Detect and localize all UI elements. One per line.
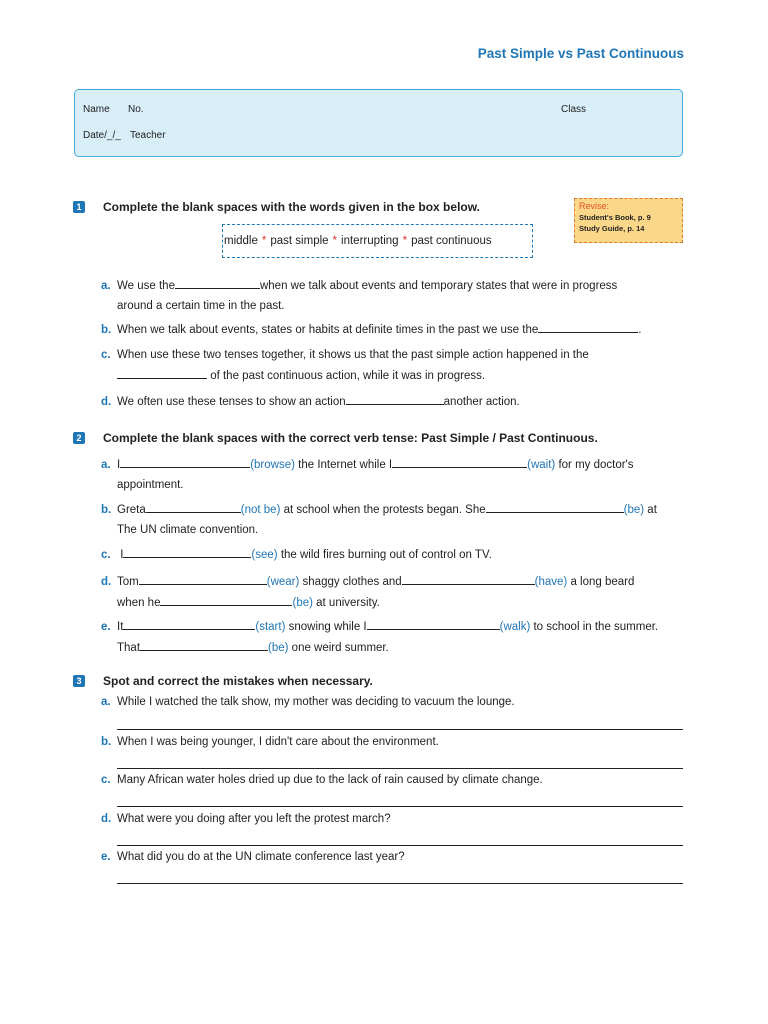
section-2-heading (73, 431, 598, 445)
item-letter: e. (101, 851, 111, 863)
section-title: Complete the blank spaces with the words given in the box below. (103, 200, 480, 214)
exercise-item: c. When use these two tenses together, it shows us that the past simple action happened in the of the past continuous action, while it was in progress. (101, 346, 589, 386)
exercise-item: b. Greta (not be) at school when the protests began. She (be) at The UN climate convention. (101, 500, 657, 540)
answer-line[interactable] (117, 883, 683, 884)
separator: * (332, 235, 338, 247)
item-letter: b. (101, 324, 112, 336)
student-info-box (74, 89, 683, 157)
teacher-label: Teacher (130, 130, 166, 141)
class-label: Class (561, 104, 587, 115)
exercise-item: e. What did you do at the UN climate conference last year? (101, 848, 405, 868)
blank-space[interactable] (120, 455, 250, 468)
exercise-item: a. While I watched the talk show, my mother was deciding to vacuum the lounge. (101, 693, 515, 713)
exercise-item: a. I (browse) the Internet while I (wait) for my doctor's appointment. (101, 455, 634, 495)
exercise-item: b. When I was being younger, I didn't care about the environment. (101, 733, 439, 753)
item-letter: a. (101, 280, 111, 292)
verb-hint: (be) (623, 504, 645, 516)
item-letter: d. (101, 813, 112, 825)
section-number-badge: 3 (73, 675, 85, 687)
section-title: Spot and correct the mistakes when necessary. (103, 674, 373, 688)
blank-space[interactable] (146, 500, 241, 513)
verb-hint: (start) (255, 621, 286, 633)
item-letter: d. (101, 576, 112, 588)
blank-space[interactable] (392, 455, 527, 468)
separator: * (261, 235, 267, 247)
item-letter: a. (101, 459, 111, 471)
blank-space[interactable] (346, 392, 444, 405)
verb-hint: (not be) (240, 504, 281, 516)
word: interrupting (341, 235, 399, 247)
exercise-item: a. We use the when we talk about events and temporary states that were in progress around a certain time in the past. (101, 276, 617, 316)
item-letter: c. (101, 774, 111, 786)
word: past continuous (411, 235, 492, 247)
answer-line[interactable] (117, 806, 683, 807)
blank-space[interactable] (486, 500, 624, 513)
revise-reference: Study Guide, p. 14 (579, 224, 645, 233)
exercise-item: c. I (see) the wild fires burning out of control on TV. (101, 545, 492, 566)
blank-space[interactable] (123, 545, 251, 558)
blank-space[interactable] (402, 572, 535, 585)
verb-hint: (wear) (266, 576, 300, 588)
verb-hint: (be) (268, 641, 289, 654)
answer-line[interactable] (117, 768, 683, 769)
date-label: Date/_/_ (83, 130, 121, 141)
verb-hint: (have) (534, 576, 568, 588)
blank-space[interactable] (367, 617, 500, 630)
exercise-item: d. What were you doing after you left the protest march? (101, 810, 391, 830)
item-letter: e. (101, 621, 111, 633)
separator: * (402, 235, 408, 247)
exercise-item: e. It (start) snowing while I (walk) to school in the summer. That (be) one weird summer. (101, 617, 658, 658)
exercise-item: c. Many African water holes dried up due to the lack of rain caused by climate change. (101, 771, 543, 791)
verb-hint: (see) (251, 549, 278, 561)
blank-space[interactable] (140, 638, 268, 651)
word: middle (224, 235, 258, 247)
section-number-badge: 2 (73, 432, 85, 444)
section-title: Complete the blank spaces with the correct verb tense: Past Simple / Past Continuous. (103, 431, 598, 445)
item-letter: c. (101, 349, 111, 361)
word: past simple (270, 235, 329, 247)
section-1-heading (73, 200, 480, 214)
revise-note (574, 198, 683, 243)
item-letter: d. (101, 396, 112, 408)
item-letter: b. (101, 504, 112, 516)
section-number-badge: 1 (73, 201, 85, 213)
word-box (222, 224, 533, 258)
verb-hint: (be) (292, 596, 313, 609)
item-letter: b. (101, 736, 112, 748)
item-letter: a. (101, 696, 111, 708)
blank-space[interactable] (538, 320, 638, 333)
section-3-heading (73, 674, 373, 688)
exercise-item: b. When we talk about events, states or habits at definite times in the past we use the . (101, 320, 641, 341)
answer-line[interactable] (117, 845, 683, 846)
name-label: Name (83, 104, 110, 115)
blank-space[interactable] (139, 572, 267, 585)
number-label: No. (128, 104, 144, 115)
exercise-item: d. We often use these tenses to show an action another action. (101, 392, 520, 413)
verb-hint: (walk) (499, 621, 531, 633)
blank-space[interactable] (123, 617, 255, 630)
item-letter: c. (101, 549, 111, 561)
blank-space[interactable] (175, 276, 260, 289)
answer-line[interactable] (117, 729, 683, 730)
blank-space[interactable] (117, 366, 207, 379)
page-title: Past Simple vs Past Continuous (477, 46, 684, 61)
revise-reference: Student's Book, p. 9 (579, 213, 651, 222)
blank-space[interactable] (160, 593, 292, 606)
revise-title: Revise: (579, 201, 610, 211)
exercise-item: d. Tom (wear) shaggy clothes and (have) a long beard when he (be) at university. (101, 572, 634, 613)
verb-hint: (wait) (527, 459, 556, 471)
verb-hint: (browse) (250, 459, 295, 471)
